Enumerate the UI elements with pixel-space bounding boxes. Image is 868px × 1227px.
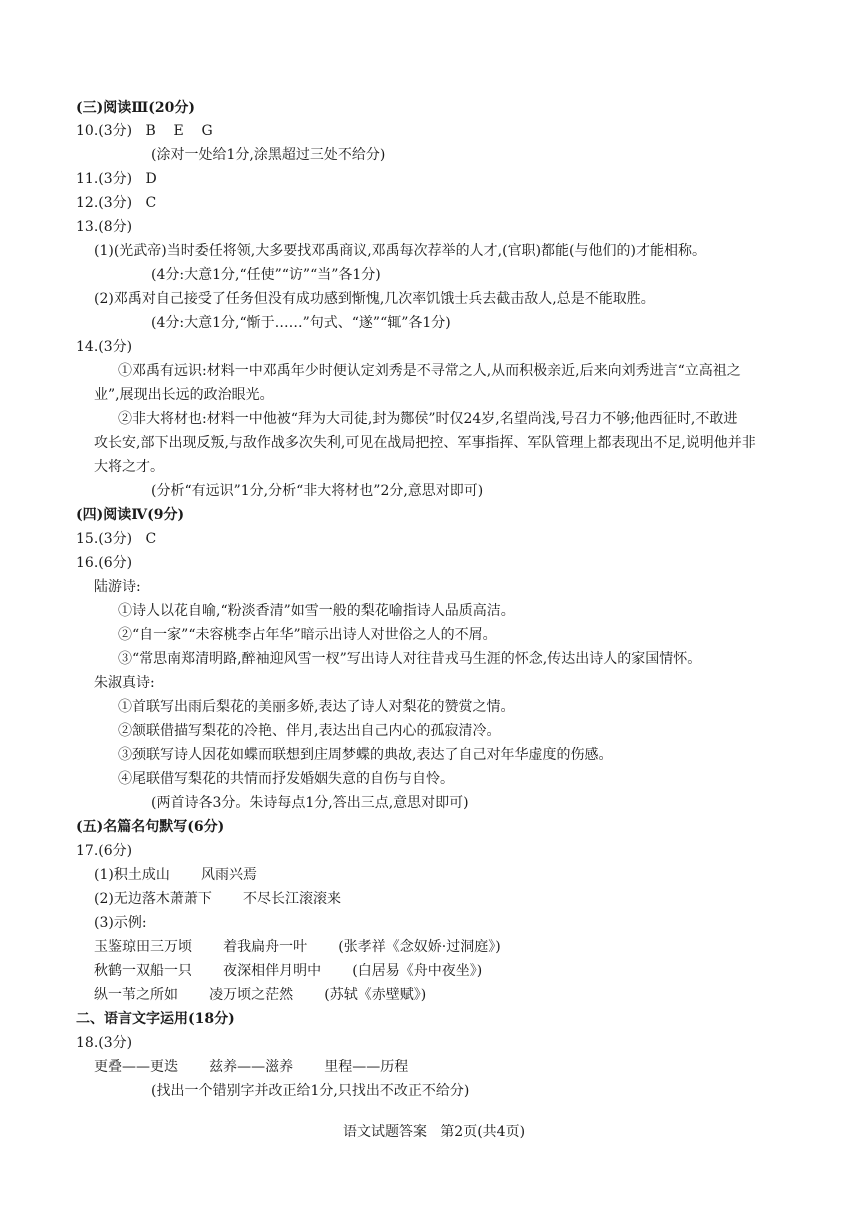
poet-heading-zhu-shuzhen: 朱淑真诗: [94,675,155,691]
answer-q17-example-3: 纵一苇之所如 凌万顷之茫然 (苏轼《赤壁赋》) [94,987,427,1003]
scoring-note-q18: (找出一个错别字并改正给1分,只找出不改正不给分) [151,1083,470,1099]
answer-q17-3-label: (3)示例: [94,915,147,931]
section-heading-reading-4: (四)阅读Ⅳ(9分) [76,507,185,523]
answer-q10: 10.(3分) B E G [76,123,213,139]
scoring-note-q16: (两首诗各3分。朱诗每点1分,答出三点,意思对即可) [151,795,469,811]
answer-q18: 更叠——更迭 兹养——滋养 里程——历程 [94,1059,409,1075]
answer-q13-1: (1)(光武帝)当时委任将领,大多要找邓禹商议,邓禹每次荐举的人才,(官职)都能(与他们的)才能相称。 [94,243,706,259]
answer-q14-point2: ②非大将材也:材料一中他被“拜为大司徒,封为酂侯”时仅24岁,名望尚浅,号召力不够;他西征时,不敢进 [118,411,738,427]
section-heading-language-use: 二、语言文字运用(18分) [76,1011,235,1027]
section-heading-recitation: (五)名篇名句默写(6分) [76,819,225,835]
section-heading-reading-3: (三)阅读Ⅲ(20分) [76,100,196,116]
answer-q17-1: (1)积土成山 风雨兴焉 [94,867,257,883]
question-q14: 14.(3分) [76,339,133,355]
answer-q16-lu-1: ①诗人以花自喻,“粉淡香清”如雪一般的梨花喻指诗人品质高洁。 [118,603,515,619]
question-q13: 13.(8分) [76,219,133,235]
answer-q12: 12.(3分) C [76,195,157,211]
answer-q16-lu-2: ②“自一家”“未容桃李占年华”暗示出诗人对世俗之人的不屑。 [118,627,497,643]
answer-q11: 11.(3分) D [76,171,157,187]
answer-q14-point1: ①邓禹有远识:材料一中邓禹年少时便认定刘秀是不寻常之人,从而积极亲近,后来向刘秀进言“立高祖之 [118,363,741,379]
question-q18: 18.(3分) [76,1035,133,1051]
answer-q14-point2-cont: 攻长安,部下出现反叛,与敌作战多次失利,可见在战局把控、军事指挥、军队管理上都表现出不足,说明他并非 [94,435,756,451]
answer-q16-lu-3: ③“常思南郑清明路,醉袖迎风雪一杈”写出诗人对往昔戎马生涯的怀念,传达出诗人的家国情怀。 [118,651,702,667]
scoring-note-q13-1: (4分:大意1分,“任使”“访”“当”各1分) [151,267,381,283]
question-q17: 17.(6分) [76,843,133,859]
answer-q16-zhu-2: ②颔联借描写梨花的冷艳、伴月,表达出自己内心的孤寂清冷。 [118,723,501,739]
answer-q17-example-1: 玉鉴琼田三万顷 着我扁舟一叶 (张孝祥《念奴娇·过洞庭》) [94,939,501,955]
answer-q17-2: (2)无边落木萧萧下 不尽长江滚滚来 [94,891,341,907]
answer-q15: 15.(3分) C [76,531,157,547]
scoring-note-q14: (分析“有远识”1分,分析“非大将材也”2分,意思对即可) [151,483,484,499]
answer-q17-example-2: 秋鹤一双船一只 夜深相伴月明中 (白居易《舟中夜坐》) [94,963,483,979]
answer-q14-point2-end: 大将之才。 [94,459,164,475]
answer-q16-zhu-1: ①首联写出雨后梨花的美丽多娇,表达了诗人对梨花的赞赏之情。 [118,699,515,715]
question-q16: 16.(6分) [76,555,133,571]
answer-q13-2: (2)邓禹对自己接受了任务但没有成功感到惭愧,几次率饥饿士兵去截击敌人,总是不能取胜。 [94,291,655,307]
answer-q16-zhu-3: ③颈联写诗人因花如蝶而联想到庄周梦蝶的典故,表达了自己对年华虚度的伤感。 [118,747,613,763]
answer-q16-zhu-4: ④尾联借写梨花的共情而抒发婚姻失意的自伤与自怜。 [118,771,454,787]
answer-q14-point1-cont: 业”,展现出长远的政治眼光。 [94,387,274,403]
scoring-note-q10: (涂对一处给1分,涂黑超过三处不给分) [151,147,386,163]
scoring-note-q13-2: (4分:大意1分,“惭于……”句式、“遂”“辄”各1分) [151,315,451,331]
page-footer: 语文试题答案 第2页(共4页) [342,1124,526,1140]
poet-heading-lu-you: 陆游诗: [94,579,141,595]
